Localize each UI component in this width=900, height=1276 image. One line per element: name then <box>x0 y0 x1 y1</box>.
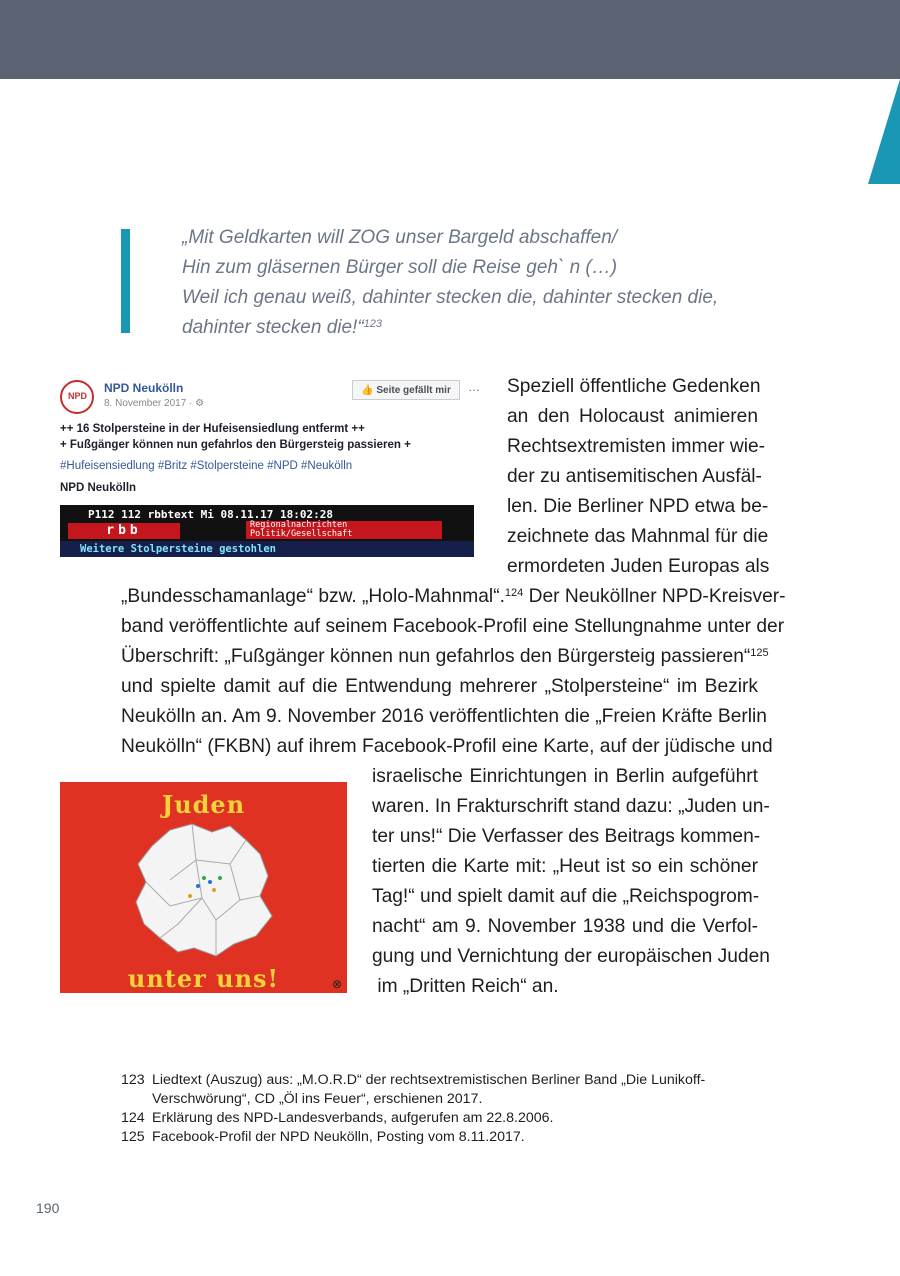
thumbs-up-icon: 👍 <box>361 385 377 396</box>
body-line: Speziell öffentliche Gedenken <box>507 376 761 397</box>
body-line: band veröffentlichte auf seinem Facebook-Profil eine Stellungnahme unter der <box>121 616 785 637</box>
close-icon: ⊗ <box>332 977 343 991</box>
quote-line-text: dahinter stecken die!“ <box>182 317 364 338</box>
footnote-text: Erklärung des NPD-Landesverbands, aufgerufen am 22.8.2006. <box>152 1110 554 1126</box>
paragraph-narrow-2 <box>372 762 770 1002</box>
paragraph-full-width <box>121 582 786 762</box>
header-bar <box>0 0 900 79</box>
body-line: und spielte damit auf die Entwendung mehrerer „Stolpersteine“ im Bezirk <box>121 676 758 697</box>
footnote-ref: 124 <box>504 587 524 599</box>
footnote-123 <box>121 1071 705 1090</box>
body-line: Neukölln“ (FKBN) auf ihrem Facebook-Profil eine Karte, auf der jüdische und <box>121 736 773 757</box>
body-line: Neukölln an. Am 9. November 2016 veröffentlichten die „Freien Kräfte Berlin <box>121 706 767 727</box>
body-line: zeichnete das Mahnmal für die <box>507 526 769 547</box>
body-line: Tag!“ und spielt damit auf die „Reichspogrom- <box>372 886 760 907</box>
body-line: Rechtsextremisten immer wie- <box>507 436 766 457</box>
teletext-section: Regionalnachrichten Politik/Gesellschaft <box>246 521 442 539</box>
facebook-post-figure <box>50 372 482 560</box>
body-line: len. Die Berliner NPD etwa be- <box>507 496 769 517</box>
body-line: nacht“ am 9. November 1938 und die Verfol- <box>372 916 758 937</box>
quote-line: Hin zum gläsernen Bürger soll die Reise geh` n (…) <box>182 257 618 278</box>
post-date: 8. November 2017 · ⚙ <box>104 398 205 409</box>
quote-line: „Mit Geldkarten will ZOG unser Bargeld abschaffen/ <box>182 227 618 248</box>
quote-line: Weil ich genau weiß, dahinter stecken die, dahinter stecken die, <box>182 287 719 308</box>
body-line: an den Holocaust animieren <box>507 406 758 427</box>
quote-accent-bar <box>121 229 130 333</box>
footnote-124 <box>121 1109 553 1128</box>
body-line: waren. In Frakturschrift stand dazu: „Juden un- <box>372 796 770 817</box>
epigraph-quote <box>182 223 802 343</box>
accent-tab <box>868 79 900 184</box>
page-name: NPD Neukölln <box>104 381 184 395</box>
quote-line <box>182 313 802 343</box>
npd-logo-avatar: NPD <box>60 380 94 414</box>
body-line: ermordeten Juden Europas als <box>507 556 770 577</box>
teletext-headline: Weitere Stolpersteine gestohlen <box>60 541 474 557</box>
rbb-logo: rbb <box>68 523 180 539</box>
footnote-number: 123 <box>121 1072 145 1088</box>
post-text-line: ++ 16 Stolpersteine in der Hufeisensiedlung entfermt ++ <box>60 423 365 435</box>
footnote-ref: 123 <box>363 318 383 330</box>
footnote-123-continuation: Verschwörung“, CD „Öl ins Feuer“, erschienen 2017. <box>152 1091 483 1107</box>
poster-title-top: Juden <box>161 790 246 819</box>
footnote-text: Liedtext (Auszug) aus: „M.O.R.D“ der rechtsextremistischen Berliner Band „Die Lunikoff- <box>152 1072 706 1088</box>
body-line: im „Dritten Reich“ an. <box>372 976 559 997</box>
like-page-button: 👍 Seite gefällt mir <box>352 380 460 400</box>
poster-title-bottom: unter uns! <box>127 964 280 993</box>
body-line: tierten die Karte mit: „Heut ist so ein schöner <box>372 856 758 877</box>
teletext-image <box>60 505 474 557</box>
footnote-125 <box>121 1128 525 1147</box>
body-line: „Bundesschamanlage“ bzw. „Holo-Mahnmal“.$^{124}$ Der Neuköllner NPD-Kreisver- <box>121 586 786 607</box>
post-hashtags: #Hufeisensiedlung #Britz #Stolpersteine #NPD #Neukölln <box>60 460 353 472</box>
body-line: Überschrift: „Fußgänger können nun gefahrlos den Bürgersteig passieren“$^{125}$ <box>121 646 769 667</box>
post-signature: NPD Neukölln <box>60 482 137 494</box>
footnote-number: 125 <box>121 1129 145 1145</box>
body-line: gung und Vernichtung der europäischen Juden <box>372 946 770 967</box>
body-line: ter uns!“ Die Verfasser des Beitrags kommen- <box>372 826 761 847</box>
page-number: 190 <box>36 1200 60 1216</box>
more-options-icon: … <box>468 380 480 394</box>
juden-unter-uns-poster <box>60 782 347 993</box>
footnote-number: 124 <box>121 1110 145 1126</box>
footnote-ref: 125 <box>750 647 769 659</box>
footnote-text: Facebook-Profil der NPD Neukölln, Posting vom 8.11.2017. <box>152 1129 525 1145</box>
teletext-header: P112 112 rbbtext Mi 08.11.17 18:02:28 <box>88 508 334 521</box>
body-line: israelische Einrichtungen in Berlin aufgeführt <box>372 766 758 787</box>
berlin-map-illustration <box>130 820 280 960</box>
post-text-line: + Fußgänger können nun gefahrlos den Bürgersteig passieren + <box>60 439 411 451</box>
body-line: der zu antisemitischen Ausfäl- <box>507 466 762 487</box>
paragraph-narrow-1 <box>507 372 770 582</box>
